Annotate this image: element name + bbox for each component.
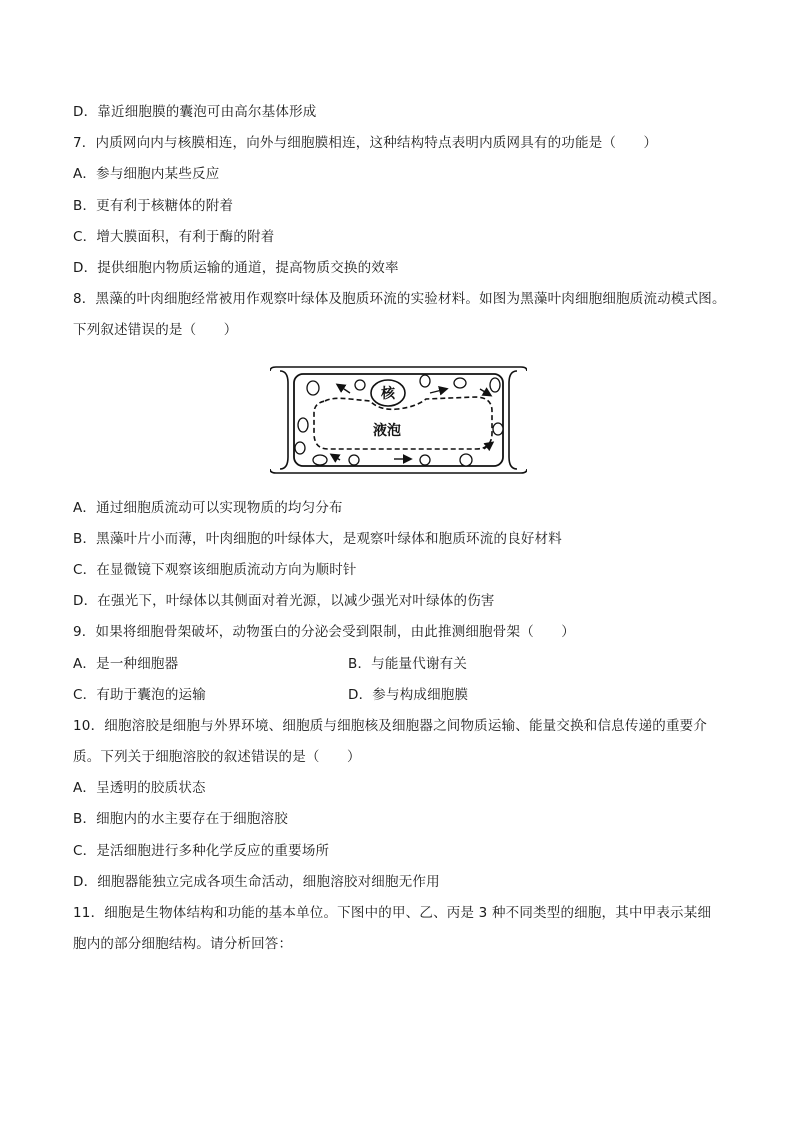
chloroplast: [355, 380, 365, 390]
chloroplast: [493, 423, 503, 435]
chloroplast: [420, 375, 430, 387]
chloroplast: [420, 455, 430, 465]
q9-option-c: C．有助于囊泡的运输: [73, 687, 206, 703]
flow-arrow: [338, 385, 350, 393]
q8-option-d: D．在强光下，叶绿体以其侧面对着光源，以减少强光对叶绿体的伤害: [73, 593, 495, 609]
q7-option-a: A．参与细胞内某些反应: [73, 166, 220, 182]
flow-arrow: [332, 455, 340, 460]
q10-option-c: C．是活细胞进行多种化学反应的重要场所: [73, 843, 330, 859]
q10-stem-line2: 质。下列关于细胞溶胶的叙述错误的是（ ）: [73, 749, 361, 765]
q8-option-c: C．在显微镜下观察该细胞质流动方向为顺时针: [73, 562, 357, 578]
q6-option-d: D．靠近细胞膜的囊泡可由高尔基体形成: [73, 104, 317, 120]
q10-option-b: B．细胞内的水主要存在于细胞溶胶: [73, 811, 288, 827]
q9-option-d: D．参与构成细胞膜: [348, 687, 469, 703]
q8-stem-line1: 8．黑藻的叶肉细胞经常被用作观察叶绿体及胞质环流的实验材料。如图为黑藻叶肉细胞细胞质流动模式图。: [73, 291, 726, 307]
chloroplast: [490, 378, 500, 392]
q11-stem-line1: 11．细胞是生物体结构和功能的基本单位。下图中的甲、乙、丙是 3 种不同类型的细胞，其中甲表示某细: [73, 905, 712, 921]
flow-arrow: [480, 389, 490, 395]
q9-option-b: B．与能量代谢有关: [348, 656, 468, 672]
nucleus-label: 核: [381, 386, 395, 402]
flow-arrow: [484, 443, 492, 449]
chloroplast: [460, 454, 472, 466]
q7-option-b: B．更有利于核糖体的附着: [73, 198, 234, 214]
chloroplast: [313, 455, 327, 465]
cytoplasm-flow-diagram: [270, 363, 527, 477]
cell-wall-left: [280, 371, 288, 469]
q7-option-c: C．增大膜面积，有利于酶的附着: [73, 229, 275, 245]
q9-stem: 9．如果将细胞骨架破坏，动物蛋白的分泌会受到限制，由此推测细胞骨架（ ）: [73, 624, 575, 640]
vacuole-boundary: [314, 397, 492, 449]
chloroplast: [307, 381, 319, 395]
q9-option-a: A．是一种细胞器: [73, 656, 179, 672]
q8-stem-line2: 下列叙述错误的是（ ）: [73, 322, 238, 338]
chloroplast: [349, 455, 359, 465]
q10-stem-line1: 10．细胞溶胶是细胞与外界环境、细胞质与细胞核及细胞器之间物质运输、能量交换和信息传递的重要介: [73, 718, 708, 734]
chloroplast: [298, 418, 308, 432]
q10-option-d: D．细胞器能独立完成各项生命活动，细胞溶胶对细胞无作用: [73, 874, 440, 890]
cell-wall-right: [509, 371, 517, 469]
vacuole-label: 液泡: [373, 423, 401, 439]
q7-stem: 7．内质网向内与核膜相连，向外与细胞膜相连，这种结构特点表明内质网具有的功能是（ ）: [73, 135, 658, 151]
chloroplast: [454, 378, 466, 388]
q10-option-a: A．呈透明的胶质状态: [73, 780, 206, 796]
q11-stem-line2: 胞内的部分细胞结构。请分析回答：: [73, 936, 293, 952]
chloroplast: [295, 442, 305, 454]
q8-option-b: B．黑藻叶片小而薄，叶肉细胞的叶绿体大，是观察叶绿体和胞质环流的良好材料: [73, 531, 562, 547]
flow-arrow: [430, 389, 446, 393]
q7-option-d: D．提供细胞内物质运输的通道，提高物质交换的效率: [73, 260, 399, 276]
q8-option-a: A．通过细胞质流动可以实现物质的均匀分布: [73, 500, 343, 516]
